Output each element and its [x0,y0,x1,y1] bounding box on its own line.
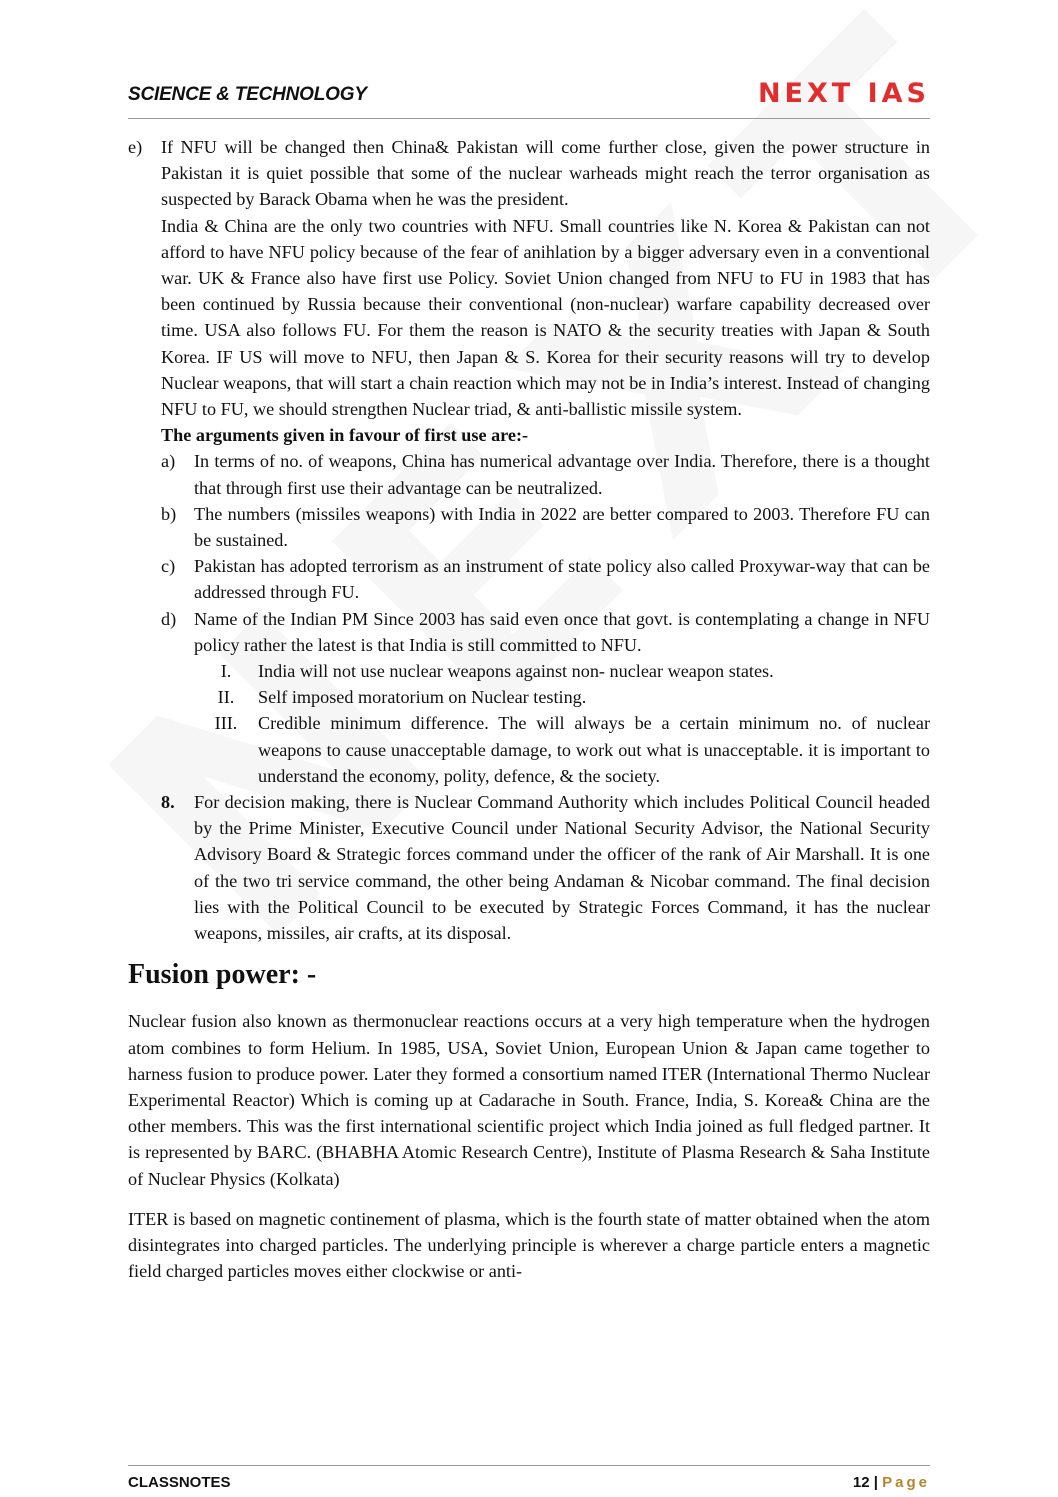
list-marker: c) [161,556,176,577]
paragraph-fusion-2: ITER is based on magnetic continement of plasma, which is the fourth state of matter obtained when the atom disintegrates into charged particles. The underlying principle is wherever a charge particle enters a magnetic field charged particles moves either clockwise or anti- [128,1208,930,1282]
list-item-text: If NFU will be changed then China& Pakistan will come further close, given the power structure in Pakistan it is quiet possible that some of the nuclear warheads might reach the terror organisation as suspected by Barack Obama when he was the president. [161,137,930,210]
list-marker: I. [220,661,232,682]
list-item-text: The numbers (missiles weapons) with India in 2022 are better compared to 2003. Therefore FU can be sustained. [194,503,930,551]
paragraph-fusion-1: Nuclear fusion also known as thermonuclear reactions occurs at a very high temperature when the hydrogen atom combines to form Helium. In 1985, USA, Soviet Union, European Union & Japan came together to harness fusion to produce power. Later they formed a consortium named ITER (International Thermo Nuclear Experimental Reactor) Which is coming up at Cadarache in South. France, India, S. Korea& China are the other members. This was the first international scientific project which India joined as full fledged partner. It is represented by BARC. (BHABHA Atomic Research Centre), Institute of Plasma Research & Saha Institute of Nuclear Physics (Kolkata) [128,1011,930,1189]
list-item-8 [128,789,930,946]
list-item-text: In terms of no. of weapons, China has numerical advantage over India. Therefore, there is a thought that through first use their advantage can be neutralized. [194,451,930,498]
argument-item-c [128,553,930,605]
list-marker: 8. [161,792,175,813]
list-item-e [128,134,930,213]
next-ias-logo: NEXT IAS [757,78,930,109]
document-title: SCIENCE & TECHNOLOGY [128,84,367,105]
page-separator: | [873,1474,878,1491]
page-number [853,1474,930,1491]
list-item-text: Pakistan has adopted terrorism as an instrument of state policy also called Proxywar-way that can be addressed through FU. [194,556,930,603]
list-item-text: India will not use nuclear weapons against non- nuclear weapon states. [258,661,774,682]
list-marker: d) [161,608,177,629]
list-item-text: Credible minimum difference. The will always be a certain minimum no. of nuclear weapons to cause unacceptable damage, to work out what is unacceptable. it is important to understand the economy, polity, defence, & the society. [258,713,930,786]
roman-item-1 [128,658,930,684]
page-number-value: 12 [852,1474,870,1491]
roman-item-3 [128,710,930,789]
roman-item-2 [128,684,930,710]
argument-item-d [128,606,930,658]
list-item-text: For decision making, there is Nuclear Command Authority which includes Political Council headed by the Prime Minister, Executive Council under National Security Advisor, the National Security Advisory Board & Strategic forces command under the officer of the rank of Air Marshall. It is one of the two tri service command, the other being Andaman & Nicobar command. The final decision lies with the Political Council to be executed by Strategic Forces Command, it has the nuclear weapons, missiles, air crafts, at its disposal. [194,792,930,944]
list-marker: b) [161,503,177,524]
page-content [128,134,930,1298]
page-word: Page [882,1474,930,1491]
list-marker: a) [161,451,176,472]
list-item-text: Name of the Indian PM Since 2003 has said even once that govt. is contemplating a change in NFU policy rather the latest is that India is still committed to NFU. [194,608,930,655]
arguments-heading: The arguments given in favour of first use are:- [161,425,529,446]
paragraph-india-china: India & China are the only two countries with NFU. Small countries like N. Korea & Pakistan can not afford to have NFU policy because of the fear of anihlation by a bigger adversary even in a conventional war. UK & France also have first use Policy. Soviet Union changed from NFU to FU in 1983 that has been continued by Russia because their conventional (non-nuclear) warfare capability decreased over time. USA also follows FU. For them the reason is NATO & the security treaties with Japan & South Korea. IF US will move to NFU, then Japan & S. Korea for their security reasons will try to develop Nuclear weapons, that will start a chain reaction which may not be in India’s interest. Instead of changing NFU to FU, we should strengthen Nuclear triad, & anti-ballistic missile system. [161,215,930,420]
section-heading-fusion: Fusion power: - [128,959,317,991]
list-item-text: Self imposed moratorium on Nuclear testing. [258,687,587,708]
argument-item-a [128,448,930,500]
list-marker: II. [217,687,235,708]
argument-item-b [128,501,930,553]
list-marker: e) [128,137,143,157]
page-footer [128,1465,930,1491]
footer-label: CLASSNOTES [128,1474,231,1491]
page-header [128,72,930,119]
list-marker: III. [214,713,238,734]
